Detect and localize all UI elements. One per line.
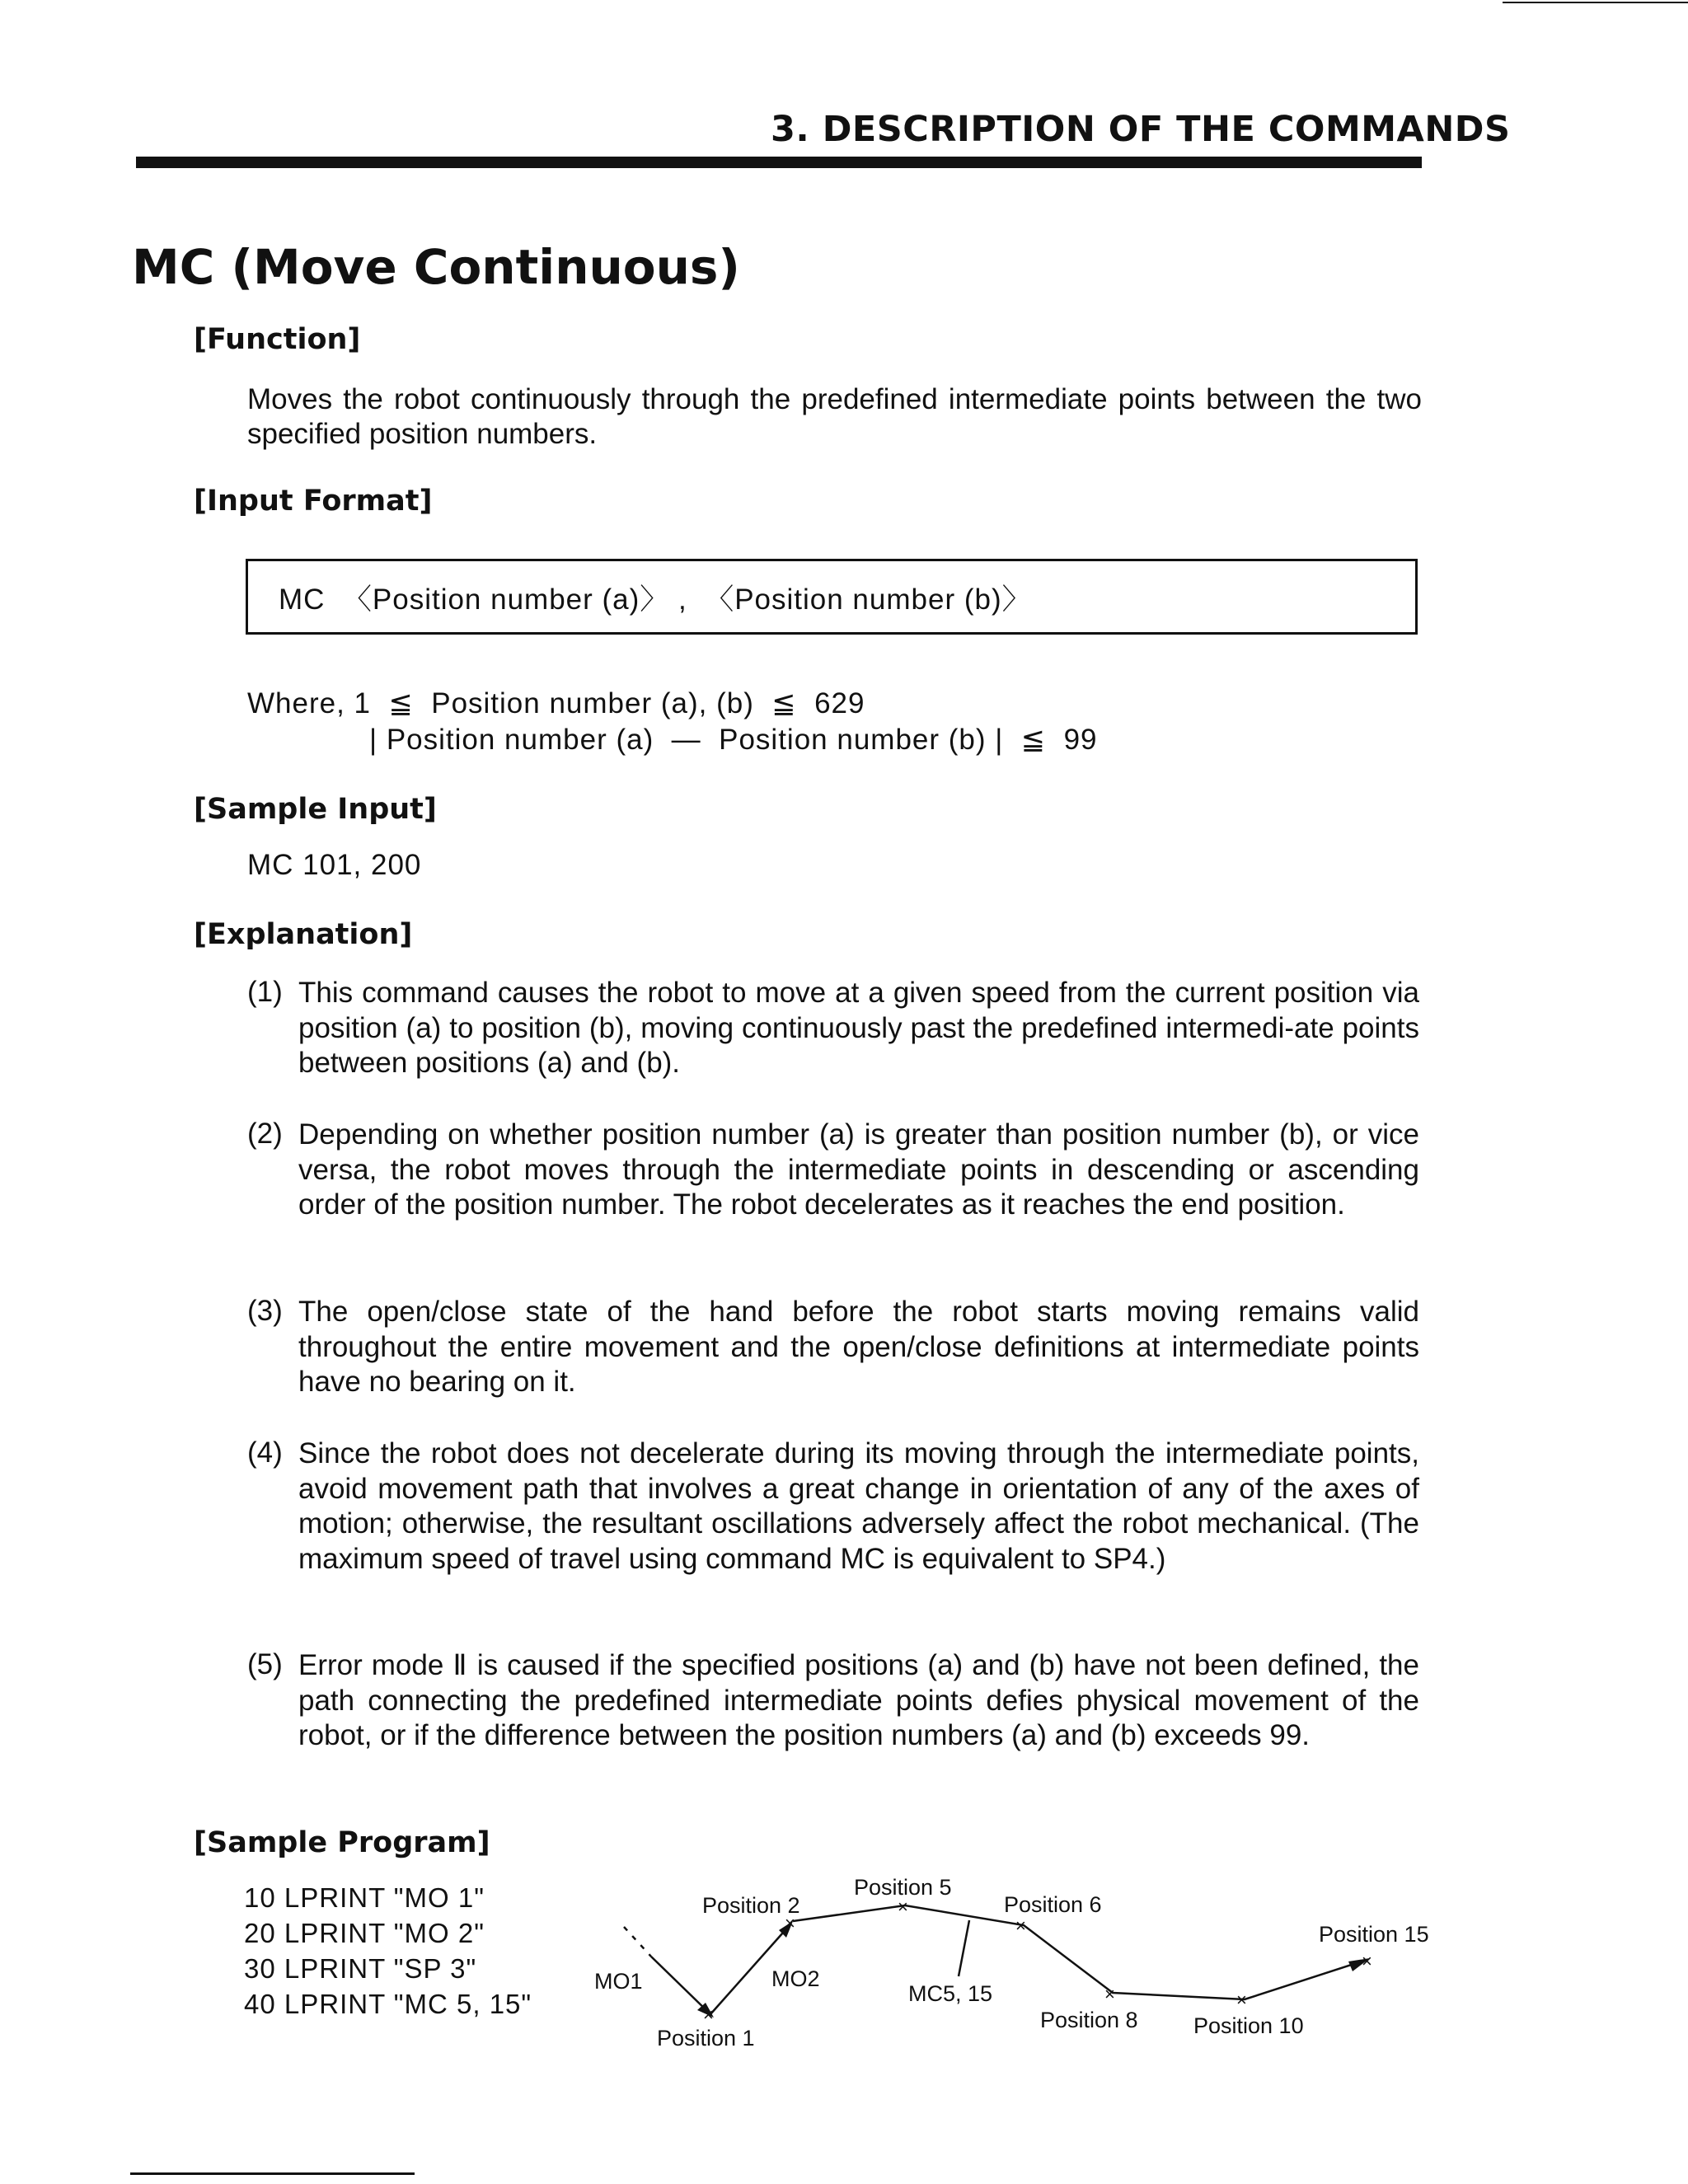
label-mo2: MO2 [771, 1966, 820, 1991]
sample-program-heading: [Sample Program] [194, 1826, 490, 1859]
program-line: 20 LPRINT "MO 2" [244, 1918, 485, 1948]
position-8-marker: × [1104, 1984, 1115, 2004]
mo1-approach-dashed [624, 1927, 651, 1957]
input-format-syntax: MC 〈Position number (a)〉 , 〈Position number (b)〉 [279, 583, 1032, 616]
where-constraint-1: Where, 1 ≦ Position number (a), (b) ≦ 629 [247, 687, 865, 719]
position-15-marker: × [1362, 1951, 1372, 1971]
function-heading: [Function] [194, 323, 361, 356]
label-mo1: MO1 [594, 1969, 643, 1994]
explanation-item-text: This command causes the robot to move at a given speed from the current position via position (a) to position (b), moving continuously past the predefined intermedi-ate points between positions (a) and (b). [298, 977, 1419, 1079]
program-line: 30 LPRINT "SP 3" [244, 1953, 477, 1984]
footer-rule [130, 2172, 415, 2175]
label-position-8: Position 8 [1040, 2008, 1138, 2032]
explanation-item-text: Depending on whether position number (a) is greater than position number (b), or vice versa, the robot moves through the intermediate points in descending or ascending order of the position number. The robot decelerates as it reaches the end position. [298, 1118, 1419, 1221]
sample-input-heading: [Sample Input] [194, 793, 437, 826]
mc-label-pointer [959, 1920, 969, 1976]
label-position-5: Position 5 [854, 1875, 952, 1900]
input-format-heading: [Input Format] [194, 485, 433, 518]
mc-continuous-path [793, 1905, 1367, 1999]
explanation-item-text: Since the robot does not decelerate during its moving through the intermediate points, avoid movement path that involves a great change in orientation of any of the axes of motion; otherwise, the resultant oscillations adversely affect the robot mechanical. (The maximum speed of travel using command MC is equivalent to SP4.) [298, 1437, 1419, 1575]
label-position-10: Position 10 [1193, 2013, 1304, 2038]
position-5-marker: × [898, 1896, 908, 1917]
command-title: MC (Move Continuous) [132, 239, 740, 295]
where-constraint-2: | Position number (a) — Position number (b) | ≦ 99 [369, 724, 1098, 756]
label-mc5-15: MC5, 15 [908, 1981, 993, 2006]
program-line: 40 LPRINT "MC 5, 15" [244, 1989, 532, 2019]
function-text: Moves the robot continuously through the predefined intermediate points between the two specified position numbers. [247, 383, 1422, 450]
explanation-item-number: (4) [247, 1436, 283, 1469]
label-position-2: Position 2 [702, 1893, 800, 1918]
explanation-item-number: (1) [247, 976, 283, 1008]
page-header-title: 3. DESCRIPTION OF THE COMMANDS [771, 109, 1511, 150]
sample-input-text: MC 101, 200 [247, 849, 422, 881]
position-2-marker: × [785, 1913, 795, 1933]
position-10-marker: × [1236, 1990, 1247, 2010]
position-1-marker: × [703, 2004, 714, 2025]
explanation-item-number: (3) [247, 1295, 283, 1327]
mo1-path-segment [651, 1957, 710, 2014]
label-position-1: Position 1 [657, 2026, 755, 2050]
explanation-item-number: (2) [247, 1118, 283, 1150]
explanation-heading: [Explanation] [194, 918, 413, 951]
label-position-6: Position 6 [1004, 1892, 1102, 1917]
explanation-item-number: (5) [247, 1648, 283, 1680]
explanation-item-text: The open/close state of the hand before the robot starts moving remains valid throughout the entire movement and the open/close definitions at intermediate points have no bearing on it. [298, 1296, 1419, 1398]
position-6-marker: × [1015, 1915, 1026, 1936]
label-position-15: Position 15 [1319, 1922, 1429, 1947]
explanation-item-text: Error mode Ⅱ is caused if the specified positions (a) and (b) have not been defined, the path connecting the predefined intermediate points defies physical movement of the robot, or if the difference between the position numbers (a) and (b) exceeds 99. [298, 1649, 1419, 1751]
program-line: 10 LPRINT "MO 1" [244, 1882, 485, 1913]
